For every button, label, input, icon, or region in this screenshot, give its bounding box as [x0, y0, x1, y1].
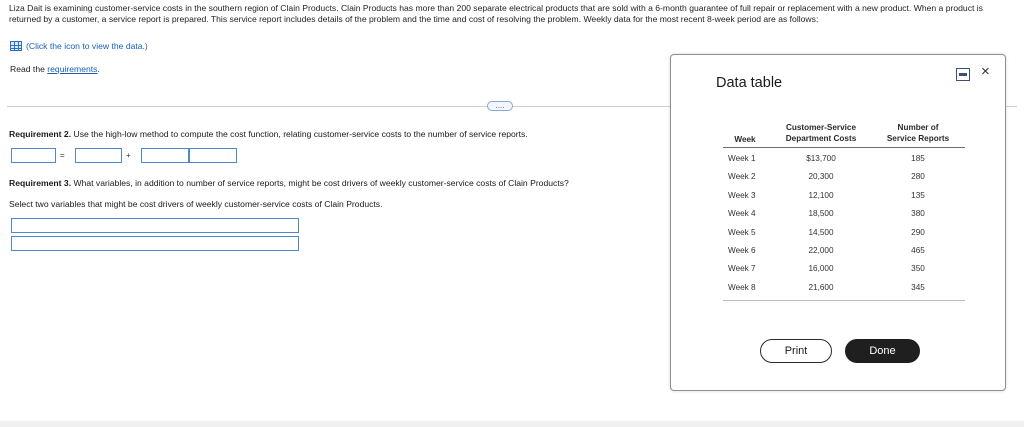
expand-more-button[interactable]: ....	[487, 101, 513, 111]
print-button[interactable]: Print	[760, 339, 832, 363]
reports-cell: 135	[911, 190, 925, 200]
reports-cell: 380	[911, 209, 925, 219]
equals-sign: =	[60, 151, 65, 160]
cost-cell: $13,700	[806, 154, 836, 163]
read-requirements: Read the requirements.	[10, 64, 100, 74]
header-rule	[723, 147, 965, 148]
variable-cost-rate-input[interactable]	[141, 148, 189, 163]
col-header-week: Week	[734, 135, 756, 144]
week-cell: Week 1	[728, 154, 756, 163]
week-cell: Week 8	[728, 282, 756, 292]
reports-cell: 350	[911, 264, 925, 274]
reports-cell: 345	[911, 282, 925, 292]
footer-strip	[0, 421, 1024, 427]
week-cell: Week 6	[728, 246, 756, 255]
requirements-link[interactable]: requirements	[47, 64, 98, 74]
done-button[interactable]: Done	[845, 339, 920, 363]
requirement-2: Requirement 2. Use the high-low method to compute the cost function, relating customer-service costs to the number of service reports.	[9, 129, 528, 139]
cost-driver-select-2[interactable]	[11, 236, 299, 251]
table-icon[interactable]	[10, 41, 22, 51]
reports-cell: 290	[911, 227, 925, 237]
col-header-cost: Customer-Service Department Costs	[785, 123, 857, 143]
cost-cell: 20,300	[808, 172, 834, 182]
cost-function-y-input[interactable]	[11, 148, 56, 163]
week-cell: Week 7	[728, 264, 756, 274]
plus-sign: +	[126, 151, 131, 160]
minimize-icon[interactable]	[956, 68, 970, 81]
cost-cell: 22,000	[808, 246, 834, 255]
cost-driver-select-1[interactable]	[11, 218, 299, 233]
select-variables-instruction: Select two variables that might be cost drivers of weekly customer-service costs of Clain Products.	[9, 199, 383, 209]
data-table-dialog	[670, 54, 1006, 391]
week-cell: Week 3	[728, 190, 756, 200]
col-header-reports: Number of Service Reports	[886, 123, 950, 143]
fixed-cost-input[interactable]	[75, 148, 122, 163]
problem-intro: Liza Dait is examining customer-service costs in the southern region of Clain Products. Clain Products has more than 200 separate electrical products that are sold with a 6-month guarantee of full repair or replacement with a new product. When a product is returned by a customer, a service report is prepared. This service report includes details of the problem and the time and cost of resolving the problem. Weekly data for the most recent 8-week period are as follows:	[9, 3, 983, 25]
reports-cell: 185	[911, 154, 925, 163]
cost-driver-input[interactable]	[189, 148, 237, 163]
view-data-label[interactable]: (Click the icon to view the data.)	[26, 41, 148, 51]
requirement-3: Requirement 3. What variables, in addition to number of service reports, might be cost drivers of weekly customer-service costs of Clain Products?	[9, 178, 569, 188]
close-icon[interactable]: ×	[981, 63, 990, 80]
week-cell: Week 5	[728, 227, 756, 237]
cost-cell: 14,500	[808, 227, 834, 237]
cost-cell: 12,100	[808, 190, 834, 200]
cost-cell: 16,000	[808, 264, 834, 274]
table-bottom-rule	[723, 300, 965, 301]
cost-cell: 21,600	[808, 282, 834, 292]
week-cell: Week 4	[728, 209, 756, 219]
dialog-title: Data table	[716, 75, 783, 91]
view-data-link[interactable]	[10, 41, 148, 51]
cost-cell: 18,500	[808, 209, 834, 219]
reports-cell: 280	[911, 172, 925, 182]
week-cell: Week 2	[728, 172, 756, 182]
reports-cell: 465	[911, 246, 925, 255]
